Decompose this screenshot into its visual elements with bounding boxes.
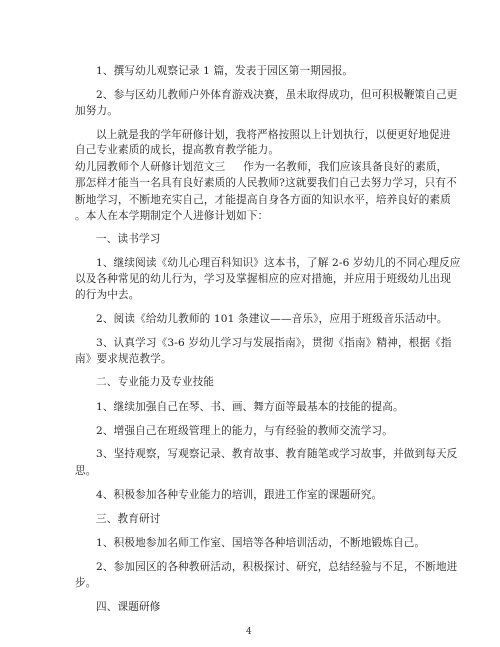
heading-skills: 二、专业能力及专业技能: [96, 376, 215, 388]
text-line: 1、撰写幼儿观察记录 1 篇，发表于园区第一期园报。: [96, 65, 354, 77]
text-line: 2、参加园区的各种教研活动，积极探讨、研究，总结经验与不足，不断地进: [96, 561, 458, 573]
text-line: 思。: [75, 465, 97, 477]
heading-research: 三、教育研讨: [96, 513, 161, 525]
text-line: 2、增强自己在班级管理上的能力，与有经验的教师交流学习。: [96, 425, 393, 437]
heading-topic-study: 四、课题研修: [96, 601, 161, 613]
text-line: 2、参与区幼儿教师户外体育游戏决赛，虽未取得成功，但可积极鞭策自己更: [96, 89, 458, 101]
section-title-line: 幼儿园教师个人研修计划范文三 作为一名教师，我们应该具备良好的素质，: [75, 161, 448, 173]
text-line: 加努力。: [75, 105, 118, 117]
text-line: 自己专业素质的成长，提高教育教学能力。: [75, 144, 280, 156]
text-line: 断地学习，不断地充实自己，才能提高自身各方面的知识水平，培养良好的素质: [75, 194, 452, 206]
text-line: 南》要求规范教学。: [75, 353, 172, 365]
page-number: 4: [246, 627, 252, 637]
text-line: 以及各种常见的幼儿行为，学习及掌握相应的应对措施，并应用于班级幼儿出现: [75, 273, 452, 285]
text-line: 步。: [75, 577, 97, 589]
text-line: 4、积极参加各种专业能力的培训，跟进工作室的课题研究。: [96, 489, 383, 501]
text-line: 那怎样才能当一名具有良好素质的人民教师?这就要我们自己去努力学习，只有不: [75, 177, 457, 189]
text-line: 3、坚持观察，写观察记录、教育故事、教育随笔或学习故事，并做到每天反: [96, 448, 458, 460]
text-line: 1、继续加强自己在琴、书、画、舞方面等最基本的技能的提高。: [96, 401, 404, 413]
text-line: 1、继续阅读《幼儿心理百科知识》这本书，了解 2-6 岁幼儿的不同心理反应: [96, 257, 461, 269]
heading-reading: 一、读书学习: [96, 233, 161, 245]
text-line: 以上就是我的学年研修计划，我将严格按照以上计划执行，以便更好地促进: [96, 129, 451, 141]
text-line: 1、积极地参加名师工作室、国培等各种培训活动，不断地锻炼自己。: [96, 537, 426, 549]
text-line: 的行为中去。: [75, 289, 140, 301]
text-line: 。本人在本学期制定个人进修计划如下：: [75, 210, 269, 222]
text-line: 2、阅读《给幼儿教师的 101 条建议——音乐》，应用于班级音乐活动中。: [96, 313, 448, 325]
text-line: 3、认真学习《3-6 岁幼儿学习与发展指南》，贯彻《指南》精神，根据《指: [96, 337, 452, 349]
